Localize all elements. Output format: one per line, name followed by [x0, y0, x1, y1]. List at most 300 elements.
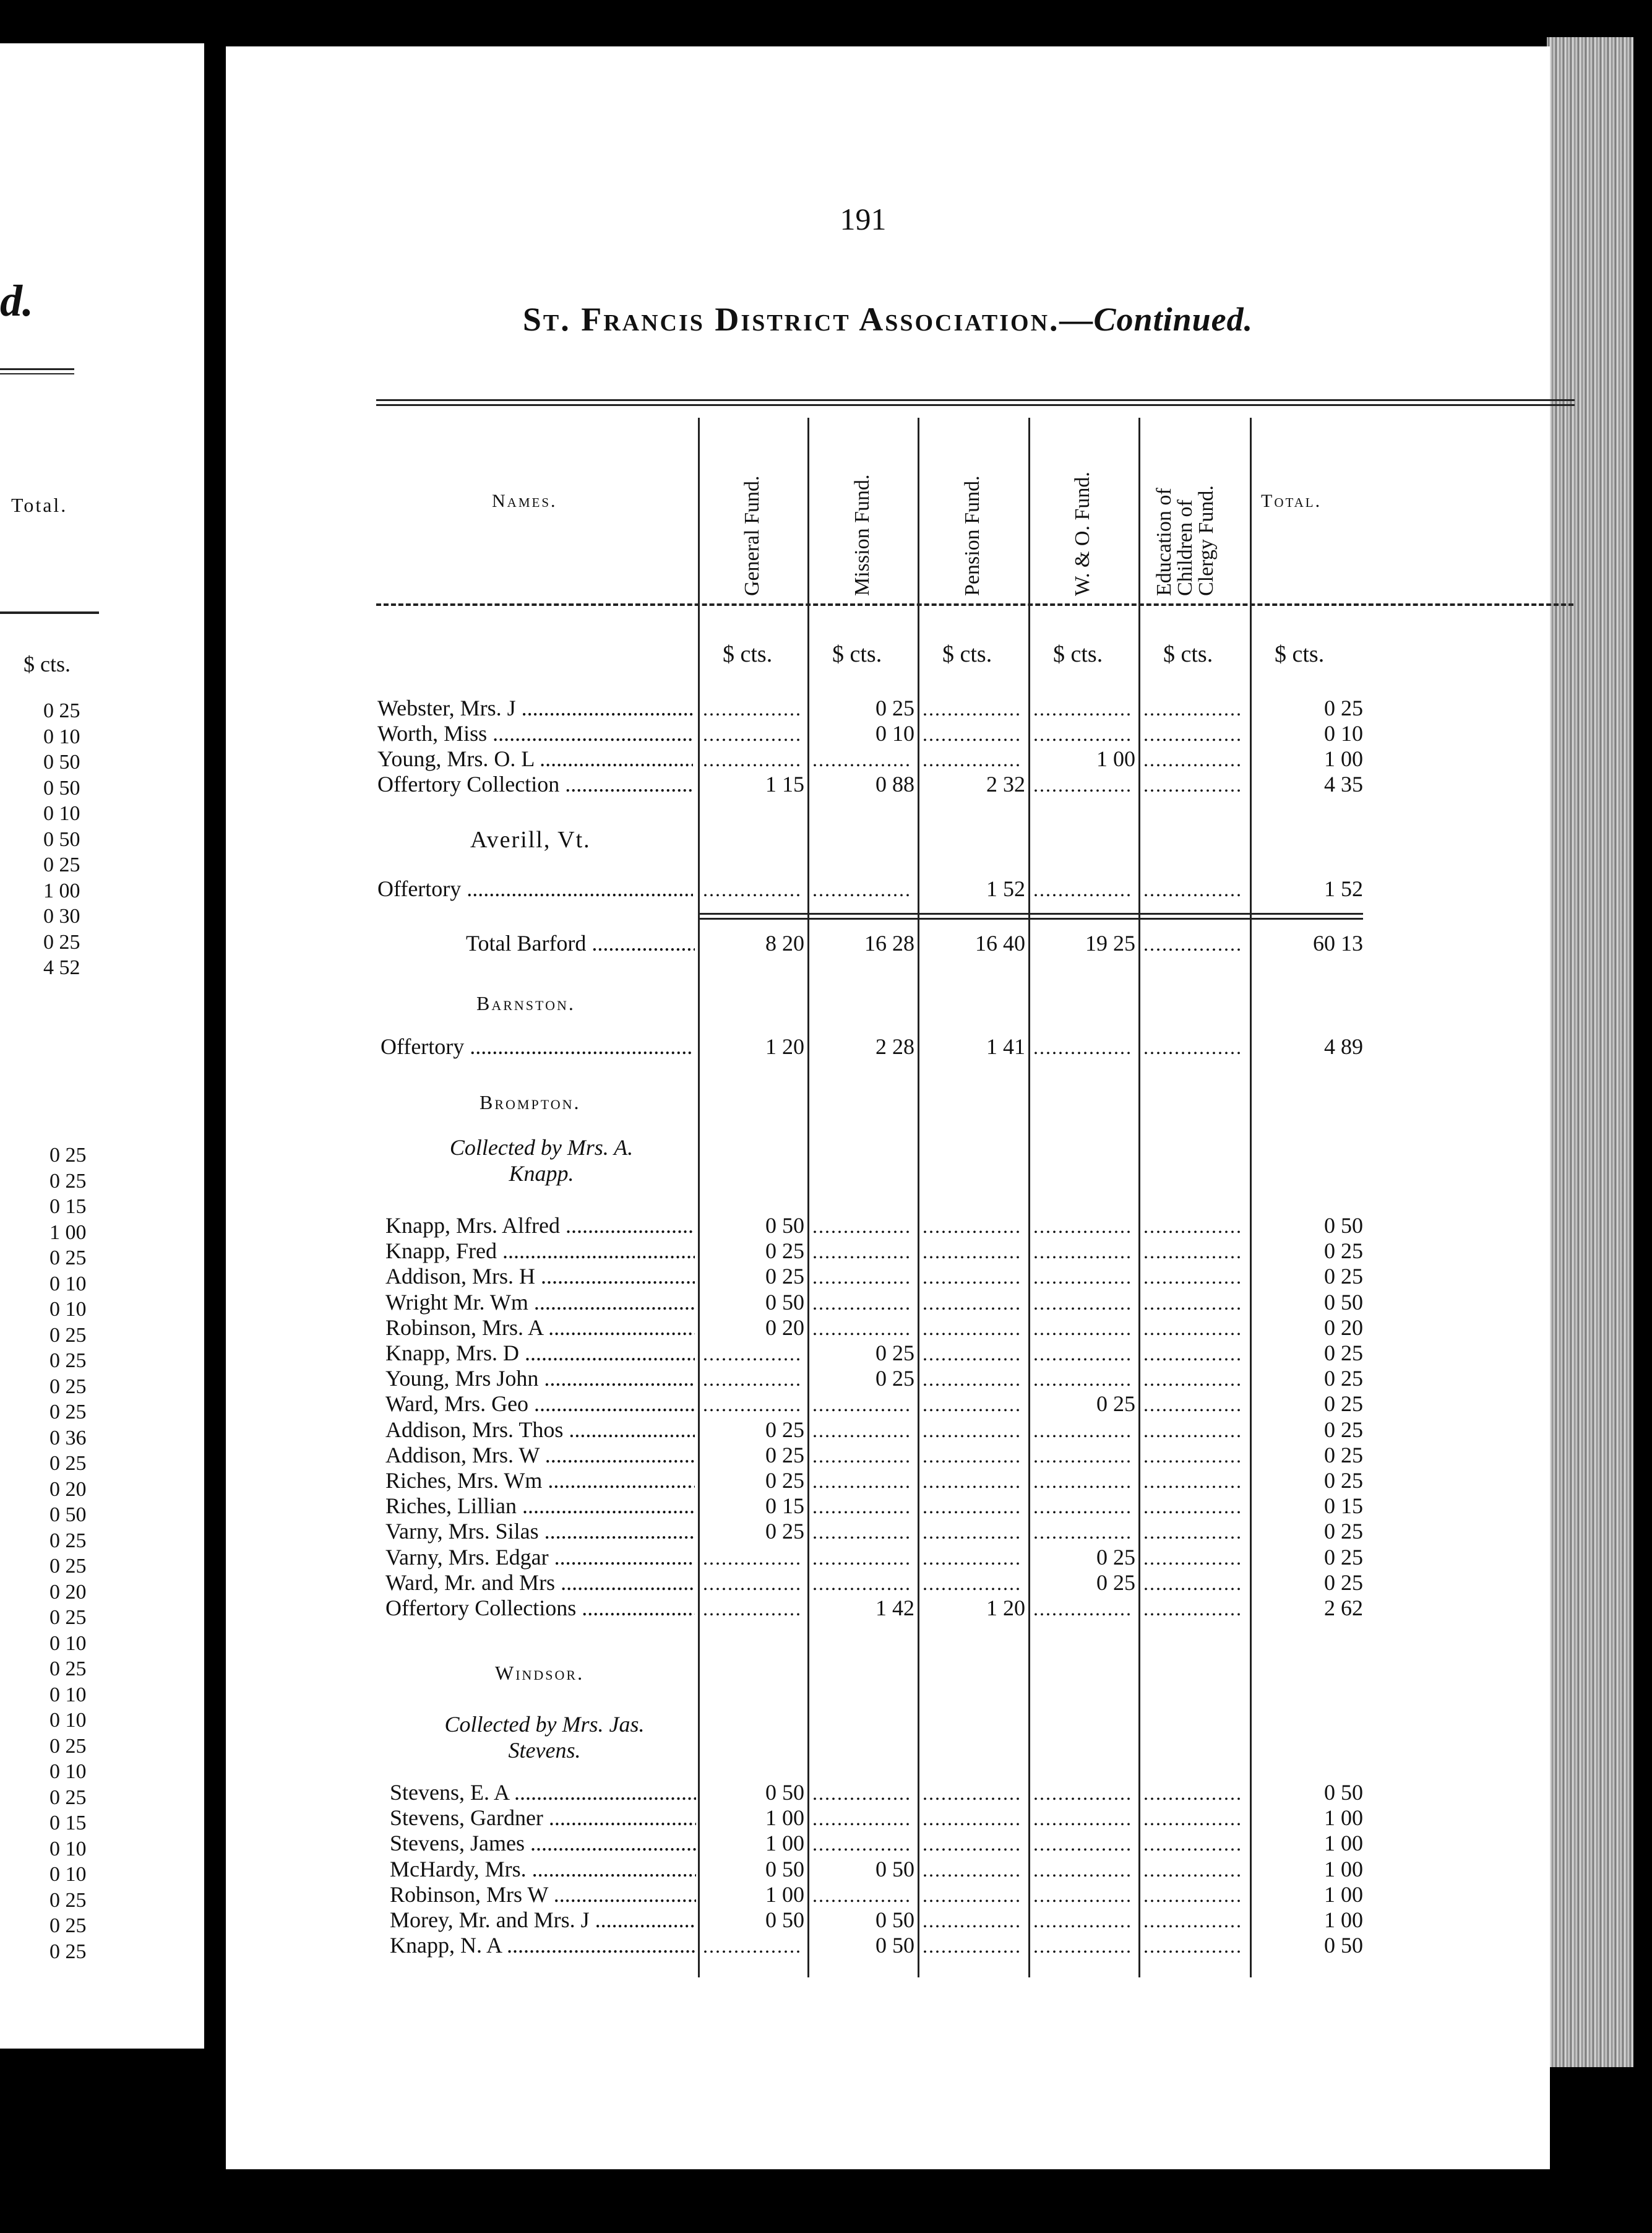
left-page-unit: $ cts.	[24, 652, 71, 676]
entry-name: Addison, Mrs. W .....	[385, 1442, 695, 1468]
pen-amount: 16 40	[975, 931, 1025, 956]
edu-leader	[1143, 1833, 1242, 1855]
left-page-total-value: 0 25	[49, 1323, 87, 1347]
wo-leader	[1033, 1266, 1130, 1289]
tot-amount: 0 25	[1324, 1519, 1363, 1544]
education-header-line: Children of	[1174, 499, 1197, 596]
entry-name: Varny, Mrs. Edgar .....	[385, 1544, 695, 1570]
tot-amount: 1 00	[1324, 1831, 1363, 1856]
tot-amount: 0 25	[1324, 1238, 1363, 1264]
gen-amount: 1 00	[765, 1881, 804, 1907]
pen-leader	[923, 723, 1020, 746]
pen-leader	[923, 1521, 1020, 1544]
left-page-total-value: 0 10	[43, 725, 80, 748]
mis-leader	[812, 1292, 910, 1315]
tot-amount: 0 25	[1324, 1417, 1363, 1442]
pen-amount: 1 41	[986, 1034, 1025, 1059]
wo-leader	[1033, 1597, 1130, 1620]
left-page-total-value: 4 52	[43, 956, 80, 979]
pen-leader	[923, 1859, 1020, 1881]
mis-leader	[812, 1470, 910, 1493]
left-page-total-value: 0 50	[43, 827, 80, 851]
pen-leader	[923, 1368, 1020, 1391]
left-page-total-value: 0 25	[43, 699, 80, 722]
entry-name: Young, Mrs John .....	[385, 1365, 695, 1391]
education-header-line: Clergy Fund.	[1195, 485, 1218, 596]
pen-leader	[923, 1419, 1020, 1442]
edu-leader	[1143, 1368, 1242, 1391]
tot-amount: 0 25	[1324, 1442, 1363, 1467]
entry-name: Stevens, E. A .....	[390, 1779, 696, 1805]
edu-leader	[1143, 1884, 1242, 1907]
page-number: 191	[840, 202, 887, 236]
entry-name: McHardy, Mrs. .....	[390, 1856, 696, 1882]
tot-amount: 0 25	[1324, 1366, 1363, 1391]
left-page-total-value: 0 25	[49, 1401, 87, 1423]
gen-amount: 8 20	[765, 931, 804, 956]
mis-amount: 1 42	[875, 1596, 914, 1620]
wo-leader	[1033, 1935, 1130, 1958]
edu-leader	[1143, 1342, 1242, 1365]
left-page-total-value: 0 25	[49, 1529, 87, 1552]
tot-amount: 0 50	[1324, 1780, 1363, 1805]
wo-leader	[1033, 1342, 1130, 1365]
mis-amount: 0 88	[875, 772, 914, 797]
left-page-total-value: 0 10	[43, 802, 80, 825]
header-bottom-rule	[376, 603, 1573, 606]
main-page	[226, 46, 1550, 2169]
left-page-total-value: 0 10	[49, 1631, 87, 1655]
mis-amount: 16 28	[864, 931, 914, 956]
left-page-total-value: 0 20	[49, 1477, 87, 1501]
mis-leader	[812, 1240, 910, 1263]
left-page-total-value: 0 50	[43, 776, 80, 800]
gen-leader	[703, 1342, 799, 1365]
unit-label: $ cts.	[1053, 641, 1103, 667]
tot-amount: 0 10	[1324, 721, 1363, 746]
column-divider	[698, 418, 700, 1977]
mis-amount: 0 25	[875, 1341, 914, 1365]
entry-name: Offertory .....	[377, 876, 693, 902]
collector-note-line: Stevens.	[508, 1738, 581, 1763]
edu-leader	[1143, 1495, 1242, 1518]
left-page-total-value: 0 25	[49, 1375, 87, 1398]
entry-name: Wright Mr. Wm .....	[385, 1289, 695, 1315]
entry-name: Knapp, Fred .....	[385, 1238, 695, 1264]
pen-amount: 1 20	[986, 1596, 1025, 1620]
entry-name: Stevens, James .....	[390, 1830, 696, 1856]
tot-amount: 0 15	[1324, 1493, 1363, 1519]
mis-amount: 0 25	[875, 1366, 914, 1391]
mis-leader	[812, 1884, 910, 1907]
edu-leader	[1143, 1909, 1242, 1932]
gen-leader	[703, 698, 799, 720]
column-divider	[1028, 418, 1030, 1977]
left-page-title-fragment: d.	[0, 276, 33, 326]
gen-amount: 1 00	[765, 1805, 804, 1831]
gen-amount: 0 25	[765, 1442, 804, 1467]
tot-amount: 0 25	[1324, 1570, 1363, 1595]
wo-leader	[1033, 1470, 1130, 1493]
wo-leader	[1033, 1368, 1130, 1391]
gen-amount: 0 50	[765, 1780, 804, 1805]
left-page-total-value: 0 25	[49, 1169, 87, 1193]
left-page-total-value: 1 00	[49, 1220, 87, 1244]
edu-leader	[1143, 878, 1242, 901]
entry-name: Ward, Mr. and Mrs .....	[385, 1570, 695, 1596]
left-page-total-value: 1 00	[43, 879, 80, 902]
pen-leader	[923, 1317, 1020, 1340]
tot-amount: 4 35	[1324, 772, 1363, 797]
section-heading-windsor: Windsor.	[495, 1662, 585, 1684]
edu-leader	[1143, 774, 1242, 797]
mis-amount: 0 50	[875, 1933, 914, 1958]
left-page-total-value: 0 25	[49, 1246, 87, 1269]
pension-fund-header: Pension Fund.	[961, 475, 984, 596]
tot-amount: 60 13	[1313, 931, 1363, 956]
mis-amount: 0 10	[875, 721, 914, 746]
tot-amount: 1 00	[1324, 746, 1363, 771]
gen-amount: 1 00	[765, 1831, 804, 1856]
wo-amount: 19 25	[1085, 931, 1135, 956]
entry-name: Stevens, Gardner .....	[390, 1805, 696, 1831]
wo-leader	[1033, 1215, 1130, 1238]
gen-amount: 0 50	[765, 1907, 804, 1932]
tot-amount: 0 25	[1324, 1544, 1363, 1570]
gen-amount: 0 25	[765, 1468, 804, 1493]
left-page-total-value: 0 25	[43, 853, 80, 876]
entry-name: Morey, Mr. and Mrs. J .....	[390, 1907, 696, 1933]
edu-leader	[1143, 1859, 1242, 1881]
edu-leader	[1143, 1292, 1242, 1315]
mis-leader	[812, 1393, 910, 1416]
left-page-values-lower	[49, 1142, 87, 1964]
left-page-total-value: 0 10	[49, 1683, 87, 1706]
left-page-fragment	[0, 43, 204, 2049]
pen-leader	[923, 1495, 1020, 1518]
pen-leader	[923, 1266, 1020, 1289]
mis-leader	[812, 1782, 910, 1805]
gen-amount: 1 20	[765, 1034, 804, 1059]
pen-leader	[923, 1547, 1020, 1570]
pen-leader	[923, 1782, 1020, 1805]
left-page-total-value: 0 25	[49, 1657, 87, 1680]
gen-amount: 0 25	[765, 1417, 804, 1442]
left-page-total-value: 0 25	[49, 1606, 87, 1629]
brompton-collector-note	[411, 1134, 671, 1186]
unit-label: $ cts.	[723, 641, 773, 667]
mis-leader	[812, 1807, 910, 1830]
pen-leader	[923, 1445, 1020, 1467]
tot-amount: 0 25	[1324, 1341, 1363, 1365]
title-main: St. Francis District Association.	[522, 301, 1060, 338]
edu-leader	[1143, 933, 1242, 956]
gen-leader	[703, 1368, 799, 1391]
wo-leader	[1033, 1292, 1130, 1315]
entry-name: Offertory Collections .....	[385, 1595, 695, 1621]
subtotal-rule	[698, 918, 1363, 920]
entry-name: Addison, Mrs. Thos .....	[385, 1417, 695, 1443]
tot-amount: 4 89	[1324, 1034, 1363, 1059]
entry-name: Riches, Lillian .....	[385, 1493, 695, 1519]
wo-leader	[1033, 1419, 1130, 1442]
edu-leader	[1143, 1782, 1242, 1805]
collector-note-line: Collected by Mrs. A.	[449, 1135, 634, 1160]
header-top-rule	[376, 404, 1575, 406]
column-divider	[1250, 418, 1252, 1977]
tot-amount: 0 25	[1324, 1264, 1363, 1289]
edu-leader	[1143, 1215, 1242, 1238]
header-top-rule	[376, 399, 1575, 401]
tot-amount: 1 52	[1324, 876, 1363, 901]
pen-leader	[923, 1240, 1020, 1263]
tot-amount: 1 00	[1324, 1881, 1363, 1907]
left-page-total-value: 0 25	[43, 930, 80, 954]
unit-label: $ cts.	[1163, 641, 1213, 667]
edu-leader	[1143, 1547, 1242, 1570]
entry-name: Webster, Mrs. J .....	[377, 695, 693, 721]
edu-leader	[1143, 1036, 1242, 1059]
gen-amount: 0 20	[765, 1315, 804, 1340]
edu-leader	[1143, 1266, 1242, 1289]
wo-leader	[1033, 774, 1130, 797]
entry-name: Ward, Mrs. Geo .....	[385, 1391, 695, 1417]
wo-leader	[1033, 1782, 1130, 1805]
tot-amount: 1 00	[1324, 1805, 1363, 1831]
entry-name: Knapp, Mrs. D .....	[385, 1340, 695, 1366]
mis-leader	[812, 1266, 910, 1289]
left-page-total-value: 0 15	[49, 1195, 87, 1218]
left-page-total-value: 0 10	[49, 1837, 87, 1860]
mis-leader	[812, 1572, 910, 1595]
wo-leader	[1033, 1495, 1130, 1518]
column-divider	[918, 418, 919, 1977]
tot-amount: 0 20	[1324, 1315, 1363, 1340]
pen-leader	[923, 1393, 1020, 1416]
entry-name: Young, Mrs. O. L .....	[377, 746, 693, 772]
entry-name: Varny, Mrs. Silas .....	[385, 1518, 695, 1544]
edu-leader	[1143, 1419, 1242, 1442]
gen-amount: 0 25	[765, 1519, 804, 1544]
left-page-total-value: 0 10	[49, 1863, 87, 1886]
pen-leader	[923, 1292, 1020, 1315]
mis-leader	[812, 1445, 910, 1467]
left-page-total-value: 0 25	[49, 1888, 87, 1912]
left-page-total-value: 0 25	[49, 1555, 87, 1578]
collector-note-line: Collected by Mrs. Jas.	[444, 1712, 645, 1737]
wo-leader	[1033, 1884, 1130, 1907]
gen-leader	[703, 1935, 799, 1958]
pen-leader	[923, 1807, 1020, 1830]
gen-amount: 1 15	[765, 772, 804, 797]
edu-leader	[1143, 1521, 1242, 1544]
pen-leader	[923, 748, 1020, 771]
left-page-total-value: 0 10	[49, 1298, 87, 1321]
title-continued: —Continued.	[1059, 301, 1254, 338]
entry-name: Offertory .....	[381, 1034, 693, 1060]
mis-leader	[812, 1547, 910, 1570]
wo-leader	[1033, 1909, 1130, 1932]
tot-amount: 0 50	[1324, 1289, 1363, 1315]
windsor-collector-note	[408, 1711, 681, 1763]
mission-fund-header: Mission Fund.	[851, 474, 874, 596]
names-header: Names.	[492, 491, 557, 511]
left-page-total-value: 0 10	[49, 1272, 87, 1295]
book-page-edges	[1547, 37, 1633, 2067]
left-page-rule	[0, 368, 74, 370]
tot-amount: 1 00	[1324, 1856, 1363, 1881]
wo-amount: 0 25	[1096, 1570, 1135, 1595]
gen-leader	[703, 1393, 799, 1416]
left-page-total-value: 0 25	[49, 1940, 87, 1963]
mis-leader	[812, 1317, 910, 1340]
total-header: Total.	[1261, 491, 1322, 511]
pen-amount: 2 32	[986, 772, 1025, 797]
left-page-total-value: 0 50	[49, 1503, 87, 1526]
section-heading-averill: Averill, Vt.	[470, 827, 591, 853]
gen-leader	[703, 1572, 799, 1595]
left-page-total-value: 0 25	[49, 1914, 87, 1937]
wo-amount: 0 25	[1096, 1391, 1135, 1417]
column-divider	[1138, 418, 1140, 1977]
left-page-total-value: 0 36	[49, 1426, 87, 1449]
tot-amount: 0 50	[1324, 1933, 1363, 1958]
gen-leader	[703, 748, 799, 771]
unit-label: $ cts.	[1275, 641, 1325, 667]
entry-name: Worth, Miss .....	[377, 720, 693, 746]
edu-leader	[1143, 1807, 1242, 1830]
mis-amount: 2 28	[875, 1034, 914, 1059]
edu-leader	[1143, 1240, 1242, 1263]
wo-leader	[1033, 1036, 1130, 1059]
entry-name: Offertory Collection .....	[377, 771, 693, 797]
education-header-line: Education of	[1153, 488, 1176, 596]
left-page-total-value: 0 30	[43, 905, 80, 928]
edu-leader	[1143, 723, 1242, 746]
gen-amount: 0 50	[765, 1856, 804, 1881]
education-fund-header	[1154, 485, 1217, 596]
left-page-total-header: Total.	[11, 494, 68, 516]
tot-amount: 0 25	[1324, 696, 1363, 720]
page-title	[226, 300, 1550, 339]
mis-leader	[812, 1521, 910, 1544]
gen-amount: 0 50	[765, 1213, 804, 1238]
section-heading-barnston: Barnston.	[476, 992, 575, 1014]
wo-leader	[1033, 723, 1130, 746]
left-page-rule	[0, 373, 74, 374]
mis-amount: 0 50	[875, 1856, 914, 1881]
section-heading-brompton: Brompton.	[480, 1091, 581, 1113]
unit-label: $ cts.	[942, 641, 992, 667]
tot-amount: 0 25	[1324, 1468, 1363, 1493]
pen-leader	[923, 1470, 1020, 1493]
wo-amount: 0 25	[1096, 1544, 1135, 1570]
left-page-total-value: 0 25	[49, 1452, 87, 1475]
tot-amount: 0 25	[1324, 1391, 1363, 1417]
entry-name: Riches, Mrs. Wm .....	[385, 1467, 695, 1493]
edu-leader	[1143, 1572, 1242, 1595]
gen-leader	[703, 1597, 799, 1620]
unit-label: $ cts.	[832, 641, 882, 667]
pen-leader	[923, 698, 1020, 720]
edu-leader	[1143, 1935, 1242, 1958]
pen-leader	[923, 1572, 1020, 1595]
wo-leader	[1033, 1833, 1130, 1855]
pen-leader	[923, 1909, 1020, 1932]
pen-leader	[923, 1833, 1020, 1855]
mis-amount: 0 50	[875, 1907, 914, 1932]
wo-leader	[1033, 1240, 1130, 1263]
edu-leader	[1143, 1445, 1242, 1467]
entry-name: Robinson, Mrs W .....	[390, 1881, 696, 1907]
left-page-values-upper	[43, 698, 80, 981]
left-page-total-value: 0 25	[49, 1349, 87, 1372]
left-page-total-value: 0 50	[43, 751, 80, 774]
pen-leader	[923, 1342, 1020, 1365]
subtotal-rule	[698, 913, 1363, 915]
gen-leader	[703, 1547, 799, 1570]
edu-leader	[1143, 1393, 1242, 1416]
left-page-total-value: 0 10	[49, 1709, 87, 1732]
edu-leader	[1143, 748, 1242, 771]
pen-leader	[923, 1215, 1020, 1238]
gen-amount: 0 25	[765, 1264, 804, 1289]
edu-leader	[1143, 1317, 1242, 1340]
mis-leader	[812, 1495, 910, 1518]
edu-leader	[1143, 1470, 1242, 1493]
gen-leader	[703, 723, 799, 746]
mis-leader	[812, 1215, 910, 1238]
tot-amount: 0 50	[1324, 1213, 1363, 1238]
left-page-rule	[0, 611, 99, 614]
general-fund-header: General Fund.	[741, 475, 764, 596]
gen-amount: 0 15	[765, 1493, 804, 1519]
mis-leader	[812, 1833, 910, 1855]
column-divider	[807, 418, 809, 1977]
left-page-total-value: 0 15	[49, 1812, 87, 1834]
left-page-total-value: 0 25	[49, 1734, 87, 1758]
wo-leader	[1033, 1445, 1130, 1467]
left-page-total-value: 0 25	[49, 1786, 87, 1809]
gen-leader	[703, 878, 799, 901]
pen-leader	[923, 1935, 1020, 1958]
wo-leader	[1033, 1807, 1130, 1830]
wo-leader	[1033, 1859, 1130, 1881]
mis-leader	[812, 1419, 910, 1442]
left-page-total-value: 0 25	[49, 1144, 87, 1167]
entry-name: Addison, Mrs. H .....	[385, 1263, 695, 1289]
edu-leader	[1143, 698, 1242, 720]
mis-leader	[812, 878, 910, 901]
entry-name: Knapp, N. A .....	[390, 1932, 696, 1958]
mis-leader	[812, 748, 910, 771]
wo-leader	[1033, 1521, 1130, 1544]
wo-amount: 1 00	[1096, 746, 1135, 771]
entry-name: Total Barford .....	[466, 930, 695, 956]
gen-amount: 0 50	[765, 1289, 804, 1315]
mis-amount: 0 25	[875, 696, 914, 720]
wo-leader	[1033, 1317, 1130, 1340]
entry-name: Robinson, Mrs. A .....	[385, 1315, 695, 1341]
tot-amount: 2 62	[1324, 1596, 1363, 1620]
entry-name: Knapp, Mrs. Alfred .....	[385, 1212, 695, 1238]
edu-leader	[1143, 1597, 1242, 1620]
wo-fund-header: W. & O. Fund.	[1071, 472, 1094, 596]
tot-amount: 1 00	[1324, 1907, 1363, 1932]
left-page-total-value: 0 10	[49, 1760, 87, 1783]
pen-leader	[923, 1884, 1020, 1907]
left-page-total-value: 0 20	[49, 1580, 87, 1604]
